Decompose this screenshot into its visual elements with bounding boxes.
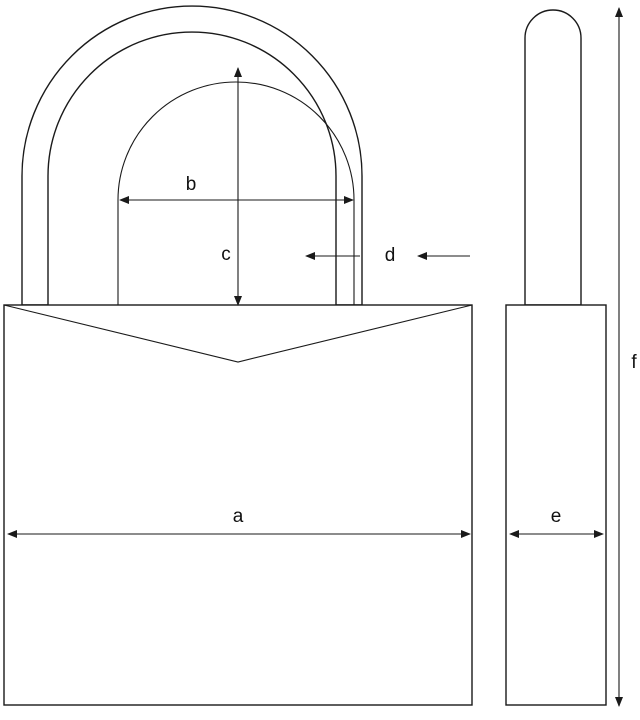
- front-view: [4, 6, 472, 705]
- dimension-a-label: a: [232, 506, 244, 528]
- dimension-b-label: b: [185, 174, 197, 196]
- dimension-c-label: c: [221, 244, 231, 266]
- side-shackle-outline: [525, 10, 581, 305]
- dimension-d-label: d: [384, 245, 396, 267]
- shackle-inner-arc: [118, 82, 354, 305]
- dimension-d: [306, 245, 470, 266]
- lock-body-outline: [4, 305, 472, 705]
- side-body-outline: [506, 305, 606, 705]
- dimension-c: [221, 68, 238, 305]
- dimension-e-label: e: [550, 506, 562, 528]
- dimension-f: [619, 8, 637, 706]
- shackle-outline: [22, 6, 362, 305]
- side-view: [506, 8, 637, 706]
- dimension-f-label: f: [631, 352, 637, 374]
- dimension-b: [120, 174, 353, 200]
